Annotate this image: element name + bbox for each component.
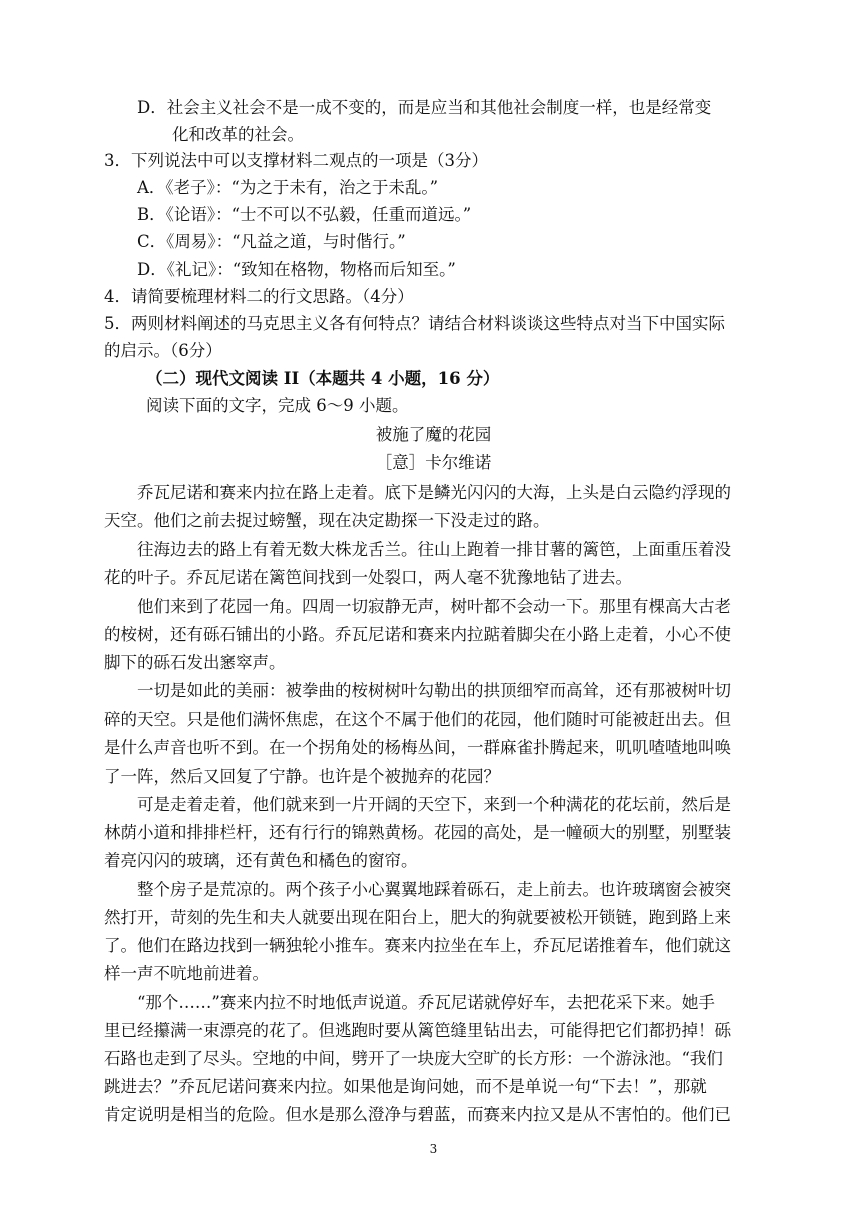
story-line: 了一阵，然后又回复了宁静。也许是个被抛弃的花园？ <box>104 767 500 786</box>
question-3-option-a: A．《老子》：“为之于未有，治之于未乱。” <box>137 178 439 197</box>
story-line: 乔瓦尼诺和赛来内拉在路上走着。底下是鳞光闪闪的大海，上头是白云隐约浮现的 <box>137 483 731 502</box>
story-line: 整个房子是荒凉的。两个孩子小心翼翼地踩着砾石，走上前去。也许玻璃窗会被突 <box>137 880 731 899</box>
question-5: 5．两则材料阐述的马克思主义各有何特点？请结合材料谈谈这些特点对当下中国实际 <box>104 314 725 333</box>
story-line: 石路也走到了尽头。空地的中间，劈开了一块庞大空旷的长方形：一个游泳池。“我们 <box>104 1049 723 1068</box>
story-line: 碎的天空。只是他们满怀焦虑，在这个不属于他们的花园，他们随时可能被赶出去。但 <box>104 710 731 729</box>
question-5-continued: 的启示。（6分） <box>104 341 222 360</box>
story-line: 样一声不吭地前进着。 <box>104 964 269 983</box>
story-line: 跳进去？”乔瓦尼诺问赛来内拉。如果他是询问她，而不是单说一句“下去！”，那就 <box>104 1077 707 1096</box>
story-line: 里已经攥满一束漂亮的花了。但逃跑时要从篱笆缝里钻出去，可能得把它们都扔掉！砾 <box>104 1021 731 1040</box>
q2-option-d: D．社会主义社会不是一成不变的，而是应当和其他社会制度一样，也是经常变 <box>137 98 712 117</box>
q2-option-d-continued: 化和改革的社会。 <box>172 125 304 144</box>
story-line: 林荫小道和排排栏杆，还有行行的锦熟黄杨。花园的高处，是一幢硕大的别墅，别墅装 <box>104 823 731 842</box>
story-line: 天空。他们之前去捉过螃蟹，现在决定勘探一下没走过的路。 <box>104 511 550 530</box>
story-line: 脚下的砾石发出窸窣声。 <box>104 653 286 672</box>
page-number: 3 <box>429 1142 438 1156</box>
story-line: 一切是如此的美丽：被拳曲的桉树树叶勾勒出的拱顶细窄而高耸，还有那被树叶切 <box>137 681 731 700</box>
story-line: “那个……”赛来内拉不时地低声说道。乔瓦尼诺就停好车，去把花采下来。她手 <box>137 993 715 1012</box>
question-3-option-c: C．《周易》：“凡益之道，与时偕行。” <box>137 232 406 251</box>
story-line: 是什么声音也听不到。在一个拐角处的杨梅丛间，一群麻雀扑腾起来，叽叽喳喳地叫唤 <box>104 738 731 757</box>
story-line: 往海边去的路上有着无数大株龙舌兰。往山上跑着一排甘薯的篱笆，上面重压着没 <box>137 540 731 559</box>
story-line: 着亮闪闪的玻璃，还有黄色和橘色的窗帘。 <box>104 851 418 870</box>
question-3-option-d: D．《礼记》：“致知在格物，物格而后知至。” <box>137 260 456 279</box>
story-line: 的桉树，还有砾石铺出的小路。乔瓦尼诺和赛来内拉踮着脚尖在小路上走着，小心不使 <box>104 625 731 644</box>
section-title: （二）现代文阅读 II（本题共 4 小题，16 分） <box>146 369 500 388</box>
story-title: 被施了魔的花园 <box>375 425 492 444</box>
story-line: 然打开，苛刻的先生和夫人就要出现在阳台上，肥大的狗就要被松开锁链，跑到路上来 <box>104 908 731 927</box>
story-line: 了。他们在路边找到一辆独轮小推车。赛来内拉坐在车上，乔瓦尼诺推着车，他们就这 <box>104 936 731 955</box>
story-line: 肯定说明是相当的危险。但水是那么澄净与碧蓝，而赛来内拉又是从不害怕的。他们已 <box>104 1105 731 1124</box>
story-author: ［意］卡尔维诺 <box>375 453 492 472</box>
question-3-option-b: B．《论语》：“士不可以不弘毅，任重而道远。” <box>137 205 472 224</box>
question-4: 4．请简要梳理材料二的行文思路。（4分） <box>104 287 414 306</box>
story-line: 可是走着走着，他们就来到一片开阔的天空下，来到一个种满花的花坛前，然后是 <box>137 795 731 814</box>
instruction: 阅读下面的文字，完成 6～9 小题。 <box>146 396 409 415</box>
story-line: 花的叶子。乔瓦尼诺在篱笆间找到一处裂口，两人毫不犹豫地钻了进去。 <box>104 568 632 587</box>
question-3-stem: 3．下列说法中可以支撑材料二观点的一项是（3分） <box>104 151 488 170</box>
story-line: 他们来到了花园一角。四周一切寂静无声，树叶都不会动一下。那里有棵高大古老 <box>137 597 731 616</box>
